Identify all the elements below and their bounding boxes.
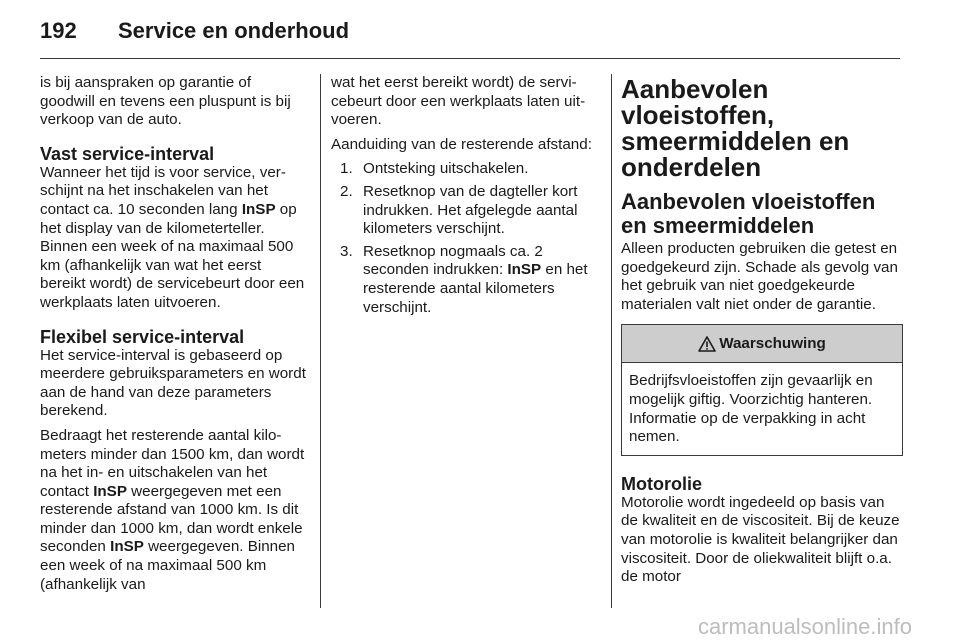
warning-header [622, 325, 902, 363]
warning-triangle-icon [698, 336, 716, 352]
heading-motorolie: Motorolie [621, 473, 702, 494]
insp-code: InSP [507, 261, 542, 279]
paragraph-vast-service-interval: Wanneer het tijd is voor service, verschijnt na het inschakelen van het contact ca. 10 seconden lang InSP op het display van de kilometerteller. Binnen een week of na maximaal 500 km (afhankelijk van wat het eerst bereikt wordt) de servicebeurt door een werkplaats laten uitvoeren. [40, 163, 305, 311]
intro-paragraph: is bij aanspraken op garantie of goodwill en tevens een pluspunt is bij verkoop van de auto. [40, 74, 291, 129]
insp-code: InSP [93, 482, 127, 500]
watermark-text: carmanualsonline.info [697, 614, 912, 639]
column-divider-2 [611, 74, 612, 608]
column-left [40, 74, 310, 600]
column-middle [331, 74, 601, 321]
warning-box [621, 324, 903, 455]
steps-list [331, 160, 601, 317]
list-item: 1. Ontsteking uitschakelen. [340, 160, 529, 178]
warning-body: Bedrijfsvloeistoffen zijn gevaarlijk en mogelijk giftig. Voorzichtig hanteren. Informatie op de verpakking in acht nemen. [629, 372, 873, 446]
paragraph-remaining-distance: Aanduiding van de resterende afstand: [331, 135, 592, 153]
paragraph-products: Alleen producten gebruiken die getest en goedgekeurd zijn. Schade als gevolg van het gebruik van niet goedgekeurde materialen valt niet onder de garantie. [621, 240, 898, 313]
subsection-title: Aanbevolen vloeistoffen en smeermiddelen [621, 189, 876, 238]
heading-vast-service-interval: Vast service-interval [40, 143, 215, 164]
paragraph-flex-1: Het service-interval is gebaseerd op meerdere gebruiksparameters en wordt aan de hand van deze parameters berekend. [40, 346, 306, 420]
page-number: 192 [40, 18, 77, 43]
column-divider-1 [320, 74, 321, 608]
list-item: 3. Resetknop nogmaals ca. 2 seconden indrukken: InSP en het resterende aantal kilometers verschijnt. [340, 242, 588, 316]
paragraph-flex-2: Bedraagt het resterende aantal kilometers minder dan 1500 km, dan wordt na het in- en uitschakelen van het contact InSP weergegeven met een resterende afstand van 1000 km. Is dit minder dan 1000 km, dan wordt enkele seconden InSP weergegeven. Binnen een week of na maximaal 500 km (afhankelijk van [40, 426, 305, 593]
column-right [621, 74, 903, 593]
list-item: 2. Resetknop van de dagteller kort indrukken. Het afgelegde aantal kilometers verschijnt. [340, 182, 578, 238]
page-title: Service en onderhoud [118, 18, 350, 43]
warning-title: Waarschuwing [719, 334, 826, 352]
header-rule [40, 58, 900, 59]
paragraph-continued: wat het eerst bereikt wordt) de servicebeurt door een werkplaats laten uitvoeren. [331, 74, 586, 129]
paragraph-motorolie: Motorolie wordt ingedeeld op basis van de kwaliteit en de viscositeit. Bij de keuze van motorolie is kwaliteit belangrijker dan viscositeit. Door de oliekwaliteit blijft o.a. de motor [621, 493, 900, 586]
insp-code: InSP [241, 200, 276, 218]
heading-flexibel-service-interval: Flexibel service-interval [40, 326, 245, 347]
insp-code: InSP [110, 538, 144, 556]
section-title: Aanbevolen vloeistoffen, smeermiddelen en onderdelen [621, 74, 850, 182]
